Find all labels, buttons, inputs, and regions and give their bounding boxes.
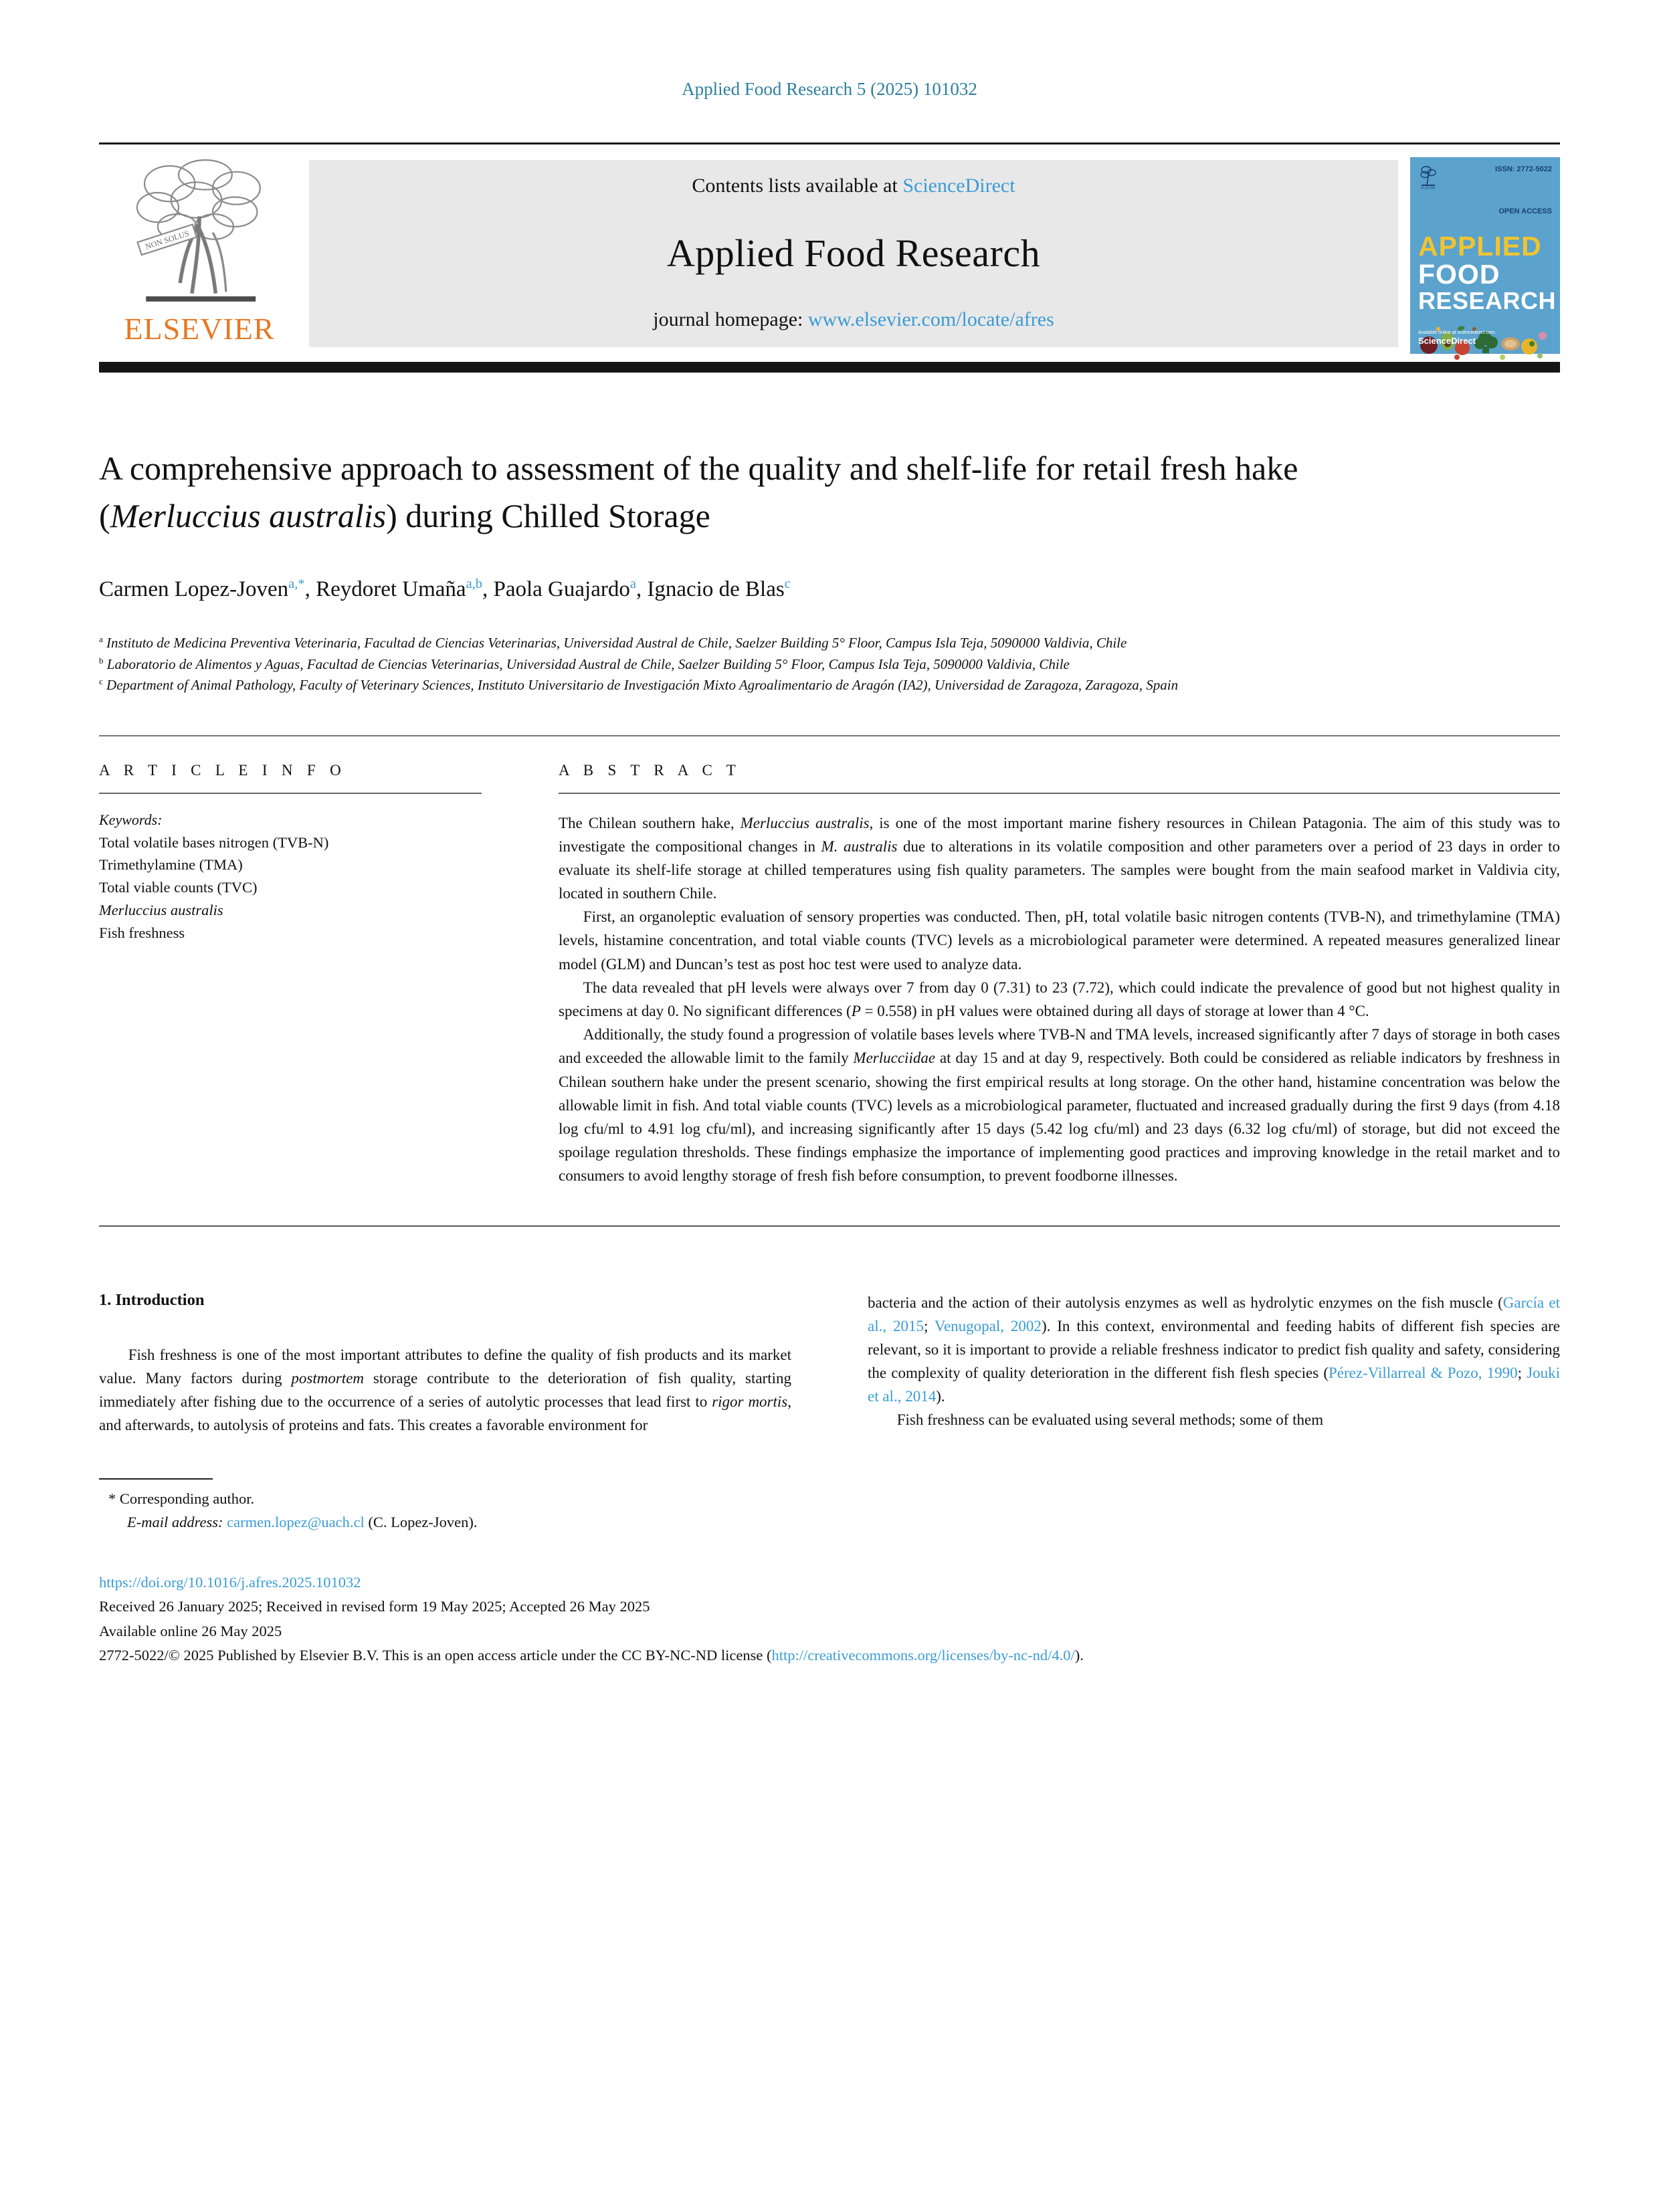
footnote-block (99, 1478, 1560, 1534)
text-segment: Department of Animal Pathology, Faculty of Veterinary Sciences, Instituto Universitario de Investigación Mixto Agroalimentario de Aragón (IA2), Universidad de Zaragoza, Zaragoza, Spain (102, 677, 1179, 693)
cover-title-line1: APPLIED (1418, 231, 1542, 262)
footer-block (99, 1571, 1560, 1668)
elsevier-logo (99, 153, 300, 354)
sup-marker: b (99, 655, 104, 666)
link[interactable]: Pérez-Villarreal & Pozo, 1990 (1329, 1365, 1518, 1382)
text-segment: Instituto de Medicina Preventiva Veterinaria, Facultad de Ciencias Veterinarias, Universidad Austral de Chile, Saelzer Building 5° Floor, Campus Isla Teja, 5090000 Valdivia, Chile (102, 635, 1127, 651)
keyword-item (99, 853, 482, 876)
article-info-rule (99, 793, 482, 794)
affiliations (99, 633, 1560, 696)
text-segment: ) during Chilled Storage (386, 497, 710, 534)
cover-elsevier-mark-icon (1418, 165, 1438, 193)
affiliation-sup-link[interactable]: c (784, 577, 791, 591)
doi-link[interactable]: https://doi.org/10.1016/j.afres.2025.101032 (99, 1574, 361, 1591)
cover-issn: ISSN: 2772-5022 (1495, 165, 1552, 173)
text-segment: rigor mortis (712, 1393, 788, 1410)
cover-open-access: OPEN ACCESS (1498, 207, 1552, 215)
affiliation-sup-link[interactable]: a (629, 577, 636, 591)
text-segment: , Ignacio de Blas (636, 577, 785, 601)
banner-bottom-bar (99, 362, 1560, 373)
text-segment: Total viable counts (TVC) (99, 879, 258, 896)
text-segment: ; (924, 1317, 935, 1334)
available-online: Available online 26 May 2025 (99, 1622, 282, 1639)
introduction-paragraph (99, 1343, 791, 1437)
text-segment: Fish freshness (99, 924, 185, 941)
text-segment: = 0.558) in pH values were obtained during all days of storage at lower than 4 °C. (860, 1003, 1369, 1019)
link[interactable]: carmen.lopez@uach.cl (227, 1514, 365, 1531)
text-segment: Merluccius australis (740, 814, 870, 831)
non-solus-ribbon: NON SOLUS (144, 228, 191, 252)
introduction-heading: 1. Introduction (99, 1290, 205, 1309)
abstract-paragraph (559, 811, 1560, 906)
sup-marker: a (99, 634, 103, 644)
text-segment: Laboratorio de Alimentos y Aguas, Facultad de Ciencias Veterinarias, Universidad Austral de Chile, Saelzer Building 5° Floor, Campus Isla Teja, 5090000 Valdivia, Chile (103, 656, 1070, 672)
text-segment: postmortem (291, 1369, 365, 1387)
introduction-right-column (868, 1291, 1560, 1437)
corresponding-author-note (99, 1488, 1560, 1511)
text-segment: , Reydoret Umaña (304, 577, 466, 601)
affiliation-sup-link[interactable]: a,b (466, 577, 482, 591)
article-info-column (99, 762, 482, 1188)
journal-homepage-line (316, 308, 1391, 331)
email-address-line (99, 1511, 1560, 1534)
author-list (99, 577, 1560, 602)
text-segment: ). (936, 1388, 945, 1405)
abstract-paragraph (559, 976, 1560, 1023)
text-segment: journal homepage: (653, 308, 808, 330)
sup-marker: c (99, 676, 103, 686)
abstract-paragraph (559, 905, 1560, 976)
cover-title-line2: FOOD (1418, 258, 1500, 290)
text-segment: storage contribute to the deterioration of fish quality, starting immediately after fishing due to the occurrence of a series of autolytic processes that lead first to (99, 1369, 791, 1410)
banner-center-panel (309, 160, 1398, 347)
text-segment: , Paola Guajardo (482, 577, 630, 601)
affiliation-sup-link[interactable]: a,* (288, 577, 305, 591)
text-segment: Additionally, the study found a progression of volatile bases levels where TVB-N and TMA levels, increased significantly after 7 days of storage in both cases and exceeded the allowable limit to the family (559, 1026, 1560, 1067)
cover-title-line3: RESEARCH (1418, 286, 1557, 314)
keyword-item (99, 922, 482, 944)
text-segment: Contents lists available at (692, 175, 903, 197)
text-segment: M. australis (821, 837, 898, 855)
text-segment: Fish freshness is one of the most important attributes to define the quality of fish products and its market value. Many factors during (99, 1346, 791, 1387)
abstract-column (559, 762, 1560, 1188)
text-segment: 2772-5022/© 2025 Published by Elsevier B.V. This is an open access article under the CC BY-NC-ND license ( (99, 1647, 772, 1664)
text-segment: , and afterwards, to autolysis of proteins and fats. This creates a favorable environment for (99, 1393, 791, 1434)
affiliation-c (99, 675, 1560, 696)
abstract-heading: A B S T R A C T (559, 761, 741, 779)
text-segment: P (851, 1003, 861, 1019)
link[interactable]: Venugopal, 2002 (934, 1317, 1042, 1334)
journal-title: Applied Food Research (666, 231, 1041, 275)
journal-banner (99, 153, 1560, 354)
cover-available-line: Available online at sciencedirect.com (1418, 330, 1495, 335)
introduction-left-column (99, 1291, 791, 1437)
footnote-rule (99, 1478, 213, 1480)
text-segment: Merlucciidae (853, 1049, 936, 1067)
text-segment: Trimethylamine (TMA) (99, 856, 243, 874)
elsevier-tree-icon (125, 159, 274, 310)
contents-lists-line (316, 175, 1391, 197)
text-segment: E-mail address: (127, 1514, 227, 1531)
link[interactable]: http://creativecommons.org/licenses/by-nc-nd/4.0/ (771, 1647, 1075, 1664)
received-dates: Received 26 January 2025; Received in revised form 19 May 2025; Accepted 26 May 2025 (99, 1598, 650, 1615)
journal-cover-thumbnail (1410, 157, 1560, 354)
cover-title (1418, 231, 1557, 314)
text-segment: A comprehensive approach to assessment of the quality and shelf-life for retail fresh hake ( (99, 449, 1298, 534)
text-segment: The Chilean southern hake, (559, 814, 741, 831)
top-rule (99, 142, 1560, 144)
keyword-item (99, 831, 482, 854)
abstract-bottom-divider (99, 1225, 1560, 1227)
running-head-citation: Applied Food Research 5 (2025) 101032 (682, 79, 977, 99)
text-segment: Fish freshness can be evaluated using several methods; some of them (896, 1411, 1324, 1429)
link[interactable]: ScienceDirect (902, 175, 1015, 197)
text-segment: Merluccius australis (110, 497, 387, 534)
text-segment: (C. Lopez-Joven). (364, 1514, 478, 1531)
text-segment: bacteria and the action of their autolysis enzymes as well as hydrolytic enzymes on the fish muscle ( (868, 1294, 1503, 1311)
text-segment: The data revealed that pH levels were always over 7 from day 0 (7.31) to 23 (7.72), which could indicate the prevalence of good but not highest quality in specimens at day 0. No significant differences ( (559, 979, 1560, 1019)
text-segment: , is one of the most important marine fishery resources in Chilean Patagonia. The aim of this study was to investigate the compositional changes in (559, 814, 1560, 855)
keywords-label: Keywords: (99, 811, 163, 828)
text-segment: * Corresponding author. (108, 1490, 255, 1508)
copyright-line (99, 1643, 1560, 1668)
cover-sciencedirect-wordmark: ScienceDirect (1418, 336, 1476, 346)
section-divider (99, 735, 1560, 736)
article-info-heading: A R T I C L E I N F O (99, 761, 347, 779)
link[interactable]: Jouki et al., 2014 (868, 1365, 1561, 1405)
text-segment: ). In this context, environmental and feeding habits of different fish species are relevant, so it is important to provide a reliable freshness indicator to predict fish quality and safety, considering the complexity of quality deterioration in the different fish flesh species ( (868, 1317, 1560, 1382)
abstract-paragraph (559, 1023, 1560, 1187)
svg-text:ELSEVIER: ELSEVIER (1421, 186, 1436, 189)
elsevier-wordmark: ELSEVIER (124, 312, 275, 346)
link[interactable]: García et al., 2015 (868, 1294, 1560, 1334)
text-segment: due to alterations in its volatile composition and other parameters over a period of 23 days in order to evaluate its shelf-life storage at chilled temperatures using fish quality parameters. The samples were bought from the main seafood market in Valdivia city, located in southern Chile. (559, 837, 1560, 902)
link[interactable]: www.elsevier.com/locate/afres (807, 308, 1054, 330)
introduction-paragraph (868, 1291, 1560, 1409)
text-segment: Merluccius australis (99, 901, 223, 918)
keyword-item (99, 899, 482, 922)
affiliation-b (99, 654, 1560, 676)
affiliation-a (99, 633, 1560, 654)
abstract-rule (559, 793, 1560, 794)
introduction-paragraph (868, 1408, 1560, 1431)
article-title (99, 445, 1464, 540)
text-segment: ). (1074, 1647, 1084, 1664)
keyword-item (99, 876, 482, 899)
text-segment: First, an organoleptic evaluation of sensory properties was conducted. Then, pH, total volatile basic nitrogen contents (TVB-N), and trimethylamine (TMA) levels, histamine concentration, and total viable counts (TVC) levels as a microbiological parameter were determined. A repeated measures generalized linear model (GLM) and Duncan’s test as post hoc test were used to analyze data. (559, 908, 1560, 973)
text-segment: ; (1517, 1365, 1527, 1382)
text-segment: at day 15 and at day 9, respectively. Both could be considered as reliable indicators by freshness in Chilean southern hake under the present scenario, showing the first empirical results at long storage. On the other hand, histamine concentration was below the allowable limit in fish. And total viable counts (TVC) levels as a microbiological parameter, fluctuated and increased gradually during the first 9 days (from 4.18 log cfu/ml to 4.91 log cfu/ml), and increasing significantly after 15 days (5.42 log cfu/ml) and 23 days (6.32 log cfu/ml) of storage, but did not exceed the spoilage regulation thresholds. These findings emphasize the importance of implementing good practices and improving knowledge in the retail market and to consumers to avoid lengthy storage of fresh fish before consumption, to prevent foodborne illnesses. (559, 1049, 1560, 1185)
text-segment: Total volatile bases nitrogen (TVB-N) (99, 833, 329, 851)
abstract-text (559, 811, 1560, 1188)
cover-sciencedirect (1418, 330, 1495, 347)
text-segment: Carmen Lopez-Joven (99, 577, 289, 601)
